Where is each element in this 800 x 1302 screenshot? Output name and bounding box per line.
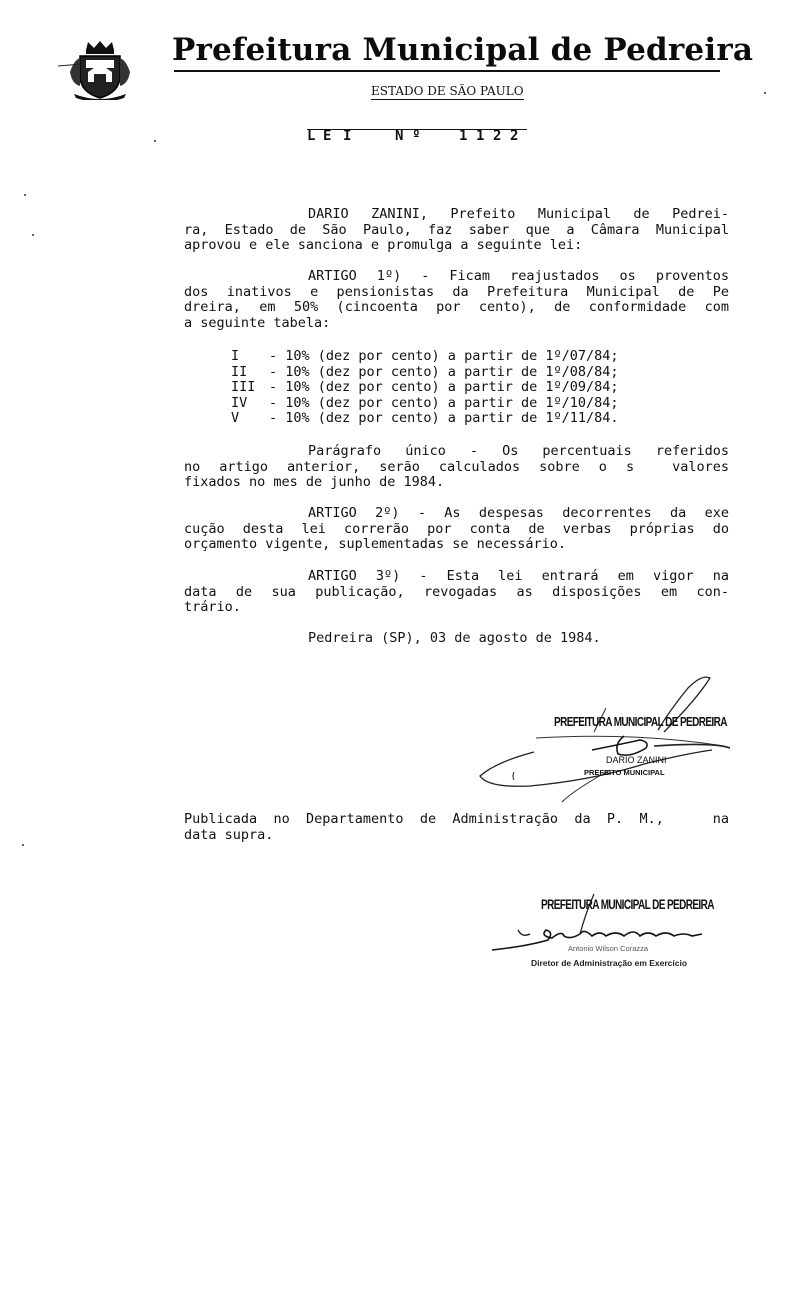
letterhead-title: Prefeitura Municipal de Pedreira	[172, 32, 754, 68]
schedule-roman: II	[231, 363, 248, 380]
scan-speck	[154, 140, 156, 142]
law-heading-char: N	[395, 128, 404, 144]
schedule-roman: V	[231, 410, 240, 427]
director-signature-block	[488, 890, 728, 970]
schedule-text: - 10% (dez por cento) a partir de 1º/07/84;	[269, 348, 619, 364]
schedule-text: - 10% (dez por cento) a partir de 1º/11/84.	[269, 410, 619, 427]
text-line: fixados no mes de junho de 1984.	[184, 474, 445, 491]
scan-speck	[22, 844, 24, 846]
text-line: orçamento vigente, suplementadas se necessário.	[184, 536, 567, 553]
text-line: data de sua publicação, revogadas as disposições em con-	[184, 583, 729, 600]
schedule-text: - 10% (dez por cento) a partir de 1º/10/84;	[269, 394, 619, 411]
text-line: dos inativos e pensionistas da Prefeitura Municipal de Pe	[184, 283, 729, 300]
mayor-name: DARIO ZANINI	[606, 755, 667, 765]
law-heading-char: 1	[476, 128, 485, 144]
schedule-roman: IV	[231, 394, 248, 411]
article-3	[184, 569, 729, 616]
law-heading-char: L	[307, 128, 316, 144]
text-line: DARIO ZANINI, Prefeito Municipal de Pedrei-	[308, 206, 729, 222]
text-line: no artigo anterior, serão calculados sobre o s valores	[184, 458, 729, 475]
law-heading-char: 1	[459, 128, 468, 144]
text-line: Parágrafo único - Os percentuais referidos	[308, 443, 729, 459]
article-2	[184, 506, 729, 553]
sole-paragraph	[184, 444, 729, 491]
text-line: trário.	[184, 599, 241, 616]
text-line: cução desta lei correrão por conta de verbas próprias do	[184, 520, 729, 537]
scan-speck	[32, 234, 34, 236]
mayor-role: PREFEITO MUNICIPAL	[584, 768, 665, 777]
law-heading	[307, 128, 527, 144]
text-line: ARTIGO 2º) - As despesas decorrentes da exe	[308, 505, 729, 521]
director-name: Antonio Wilson Corazza	[568, 944, 649, 953]
text-line: ARTIGO 1º) - Ficam reajustados os proventos	[308, 268, 729, 284]
law-heading-char: 2	[510, 128, 519, 144]
schedule-roman: III	[231, 379, 256, 396]
mayor-stamp-title: PREFEITURA MUNICIPAL DE PEDREIRA	[554, 716, 727, 730]
director-role: Diretor de Administração em Exercício	[531, 958, 688, 968]
place-date: Pedreira (SP), 03 de agosto de 1984.	[308, 630, 601, 646]
letterhead-rule	[174, 70, 720, 72]
schedule-text: - 10% (dez por cento) a partir de 1º/08/84;	[269, 363, 619, 380]
intro-paragraph	[184, 207, 729, 254]
scan-speck	[24, 194, 26, 196]
scan-speck	[764, 92, 766, 94]
law-heading-char: º	[412, 128, 421, 144]
article-1	[184, 269, 729, 331]
schedule-text: - 10% (dez por cento) a partir de 1º/09/84;	[269, 379, 619, 396]
letterhead-subtitle: ESTADO DE SÃO PAULO	[371, 84, 524, 98]
law-heading-char: E	[323, 128, 332, 144]
text-line: data supra.	[184, 826, 274, 843]
text-line: aprovou e ele sanciona e promulga a seguinte lei:	[184, 237, 583, 254]
text-line: ARTIGO 3º) - Esta lei entrará em vigor na	[308, 568, 729, 584]
text-line: ra, Estado de São Paulo, faz saber que a Câmara Municipal	[184, 221, 729, 238]
mayor-signature-icon	[474, 672, 734, 807]
director-stamp-title: PREFEITURA MUNICIPAL DE PEDREIRA	[541, 898, 714, 913]
text-line: dreira, em 50% (cincoenta por cento), de conformidade com	[184, 299, 729, 316]
law-heading-char: I	[343, 128, 352, 144]
publication-note	[184, 812, 729, 843]
mayor-signature-block	[474, 672, 734, 807]
text-line: a seguinte tabela:	[184, 314, 331, 331]
municipal-coat-of-arms-icon	[58, 38, 142, 100]
schedule-roman: I	[231, 348, 240, 364]
law-heading-char: 2	[493, 128, 502, 144]
text-line: Publicada no Departamento de Administração da P. M., na	[184, 811, 729, 827]
